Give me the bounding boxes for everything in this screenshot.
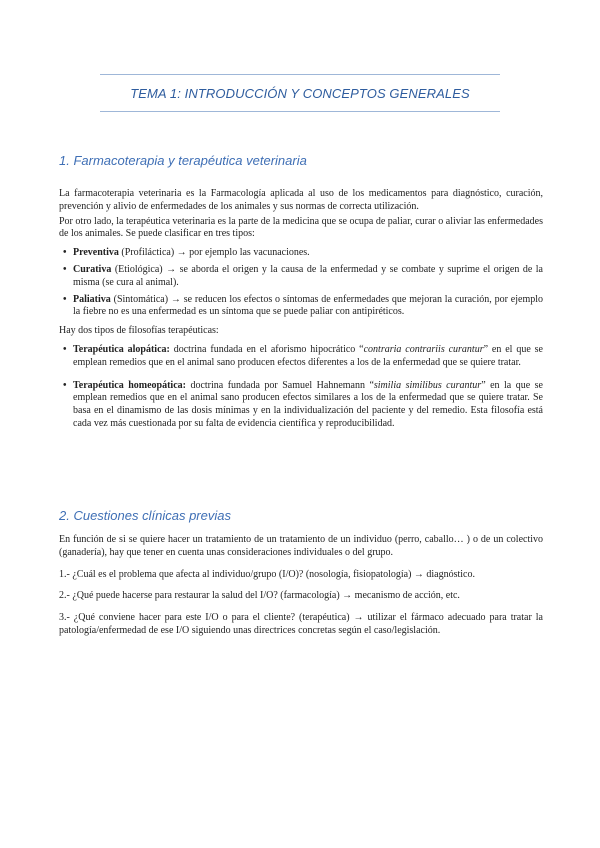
type-description: (Profiláctica) → por ejemplo las vacunaciones. [118, 247, 310, 259]
philosophies-list [59, 344, 543, 431]
question-2: 2.- ¿Qué puede hacerse para restaurar la salud del I/O? (farmacología) → mecanismo de acción, etc. [59, 590, 460, 602]
paragraph-terapeutica: Por otro lado, la terapéutica veterinaria es la parte de la medicina que se ocupa de paliar, curar o aliviar las enfermedades de los animales. Se puede clasificar en tres tipos: [59, 215, 543, 240]
bullet-icon: • [63, 379, 67, 391]
section-1-title: 1. Farmacoterapia y terapéutica veterinaria [59, 153, 307, 168]
philosophy-text: doctrina fundada por Samuel Hahnemann “ [185, 379, 374, 391]
type-description: (Sintomática) → se reducen los efectos o síntomas de enfermedades que mejoran la curación, por ejemplo la fiebre no es una enfermedad es un síntoma que se puede paliar con antipiréticos. [73, 293, 543, 318]
list-item [59, 294, 543, 320]
paragraph-farmacoterapia: La farmacoterapia veterinaria es la Farmacología aplicada al uso de los medicamentos para diagnóstico, curación, prevención y alivio de enfermedades de los animales y sus normas de correcta utilización. [59, 188, 543, 212]
list-item [59, 247, 543, 260]
latin-aphorism: contraria contrariis curantur [363, 343, 484, 355]
type-term: Curativa [73, 263, 112, 275]
list-item [59, 344, 543, 370]
list-item [59, 264, 543, 290]
question-1: 1.- ¿Cuál es el problema que afecta al individuo/grupo (I/O)? (nosología, fisiopatología) → diagnóstico. [59, 568, 475, 580]
therapy-types-list [59, 247, 543, 319]
question-3: 3.- ¿Qué conviene hacer para este I/O o para el cliente? (terapéutica) → utilizar el fármaco adecuado para tratar la patología/enfermedad de ese I/O siguiendo unas directrices concretas según el caso/legislación. [59, 612, 543, 636]
header-rule-bottom [100, 111, 500, 112]
bullet-icon: • [63, 293, 67, 305]
latin-aphorism: similia similibus curantur [373, 379, 482, 391]
paragraph-intro: En función de si se quiere hacer un tratamiento de un tratamiento de un individuo (perro, caballo… ) o de un colectivo (ganadería), hay que tener en cuenta unas consideraciones individuales o del grupo. [59, 534, 543, 558]
section-1-body [59, 188, 543, 431]
philosophy-text: doctrina fundada en el aforismo hipocrático “ [169, 343, 364, 355]
type-term: Paliativa [73, 293, 111, 305]
tema-title: TEMA 1: INTRODUCCIÓN Y CONCEPTOS GENERALES [130, 86, 470, 101]
type-description: (Etiológica) → se aborda el origen y la causa de la enfermedad y se combate y suprime el origen de la misma (se cura al animal). [73, 263, 543, 288]
philosophy-text: ” en la que se emplean remedios que en el animal sano producen efectos similares a los de la enfermedad que se quiere tratar. Se basa en el dinamismo de las dosis mínimas y en la individualización del paciente y del remedio. Esta filosofía está cada vez más cuestionada por su falta de evidencia científica y reproducibilidad. [73, 379, 543, 429]
philosophy-term: Terapéutica homeopática: [73, 379, 186, 391]
type-term: Preventiva [73, 247, 119, 259]
paragraph-filosofias: Hay dos tipos de filosofías terapéuticas: [59, 325, 219, 337]
philosophy-term: Terapéutica alopática: [73, 343, 170, 355]
header-rule-top [100, 74, 500, 75]
bullet-icon: • [63, 343, 67, 355]
philosophy-text: ” en el que se emplean remedios que en el animal sano producen efectos diferentes a los de la enfermedad que se quiere tratar. [73, 343, 543, 368]
section-2-title: 2. Cuestiones clínicas previas [59, 508, 231, 523]
bullet-icon: • [63, 247, 67, 259]
section-2-body [59, 534, 543, 638]
list-item [59, 380, 543, 431]
bullet-icon: • [63, 263, 67, 275]
